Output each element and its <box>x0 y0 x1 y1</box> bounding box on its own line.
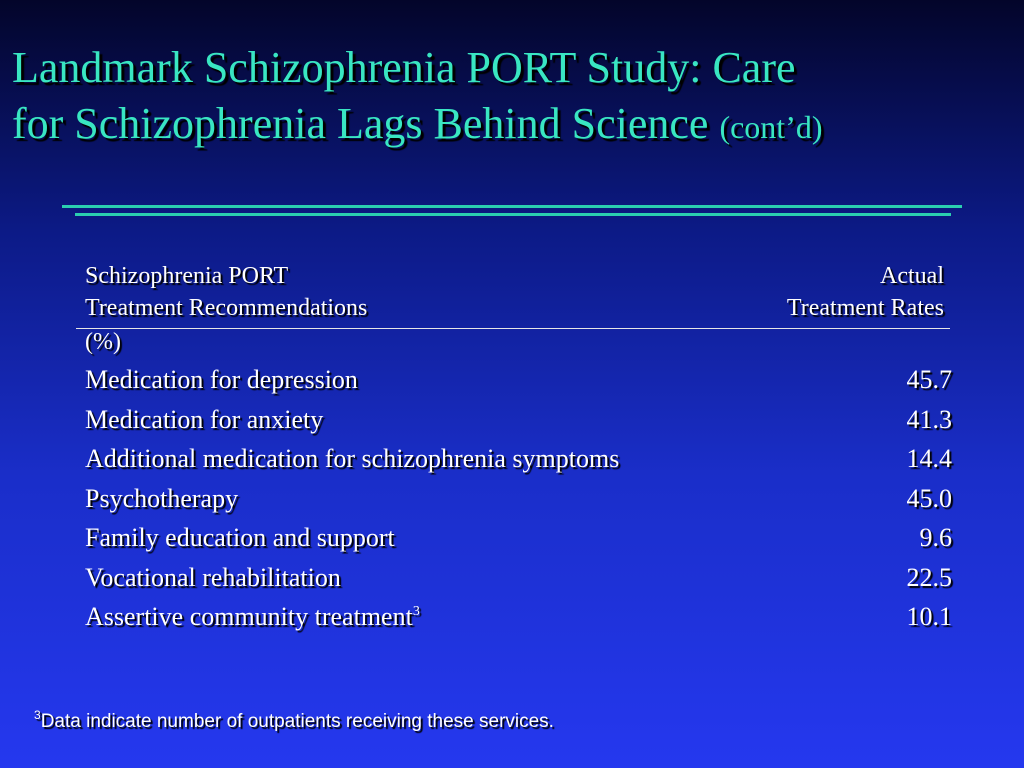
title-line-2: for Schizophrenia Lags Behind Science <box>12 99 709 148</box>
row-value: 45.7 <box>906 365 952 394</box>
row-label: Medication for depression <box>85 365 358 394</box>
port-recommendations-table <box>76 260 952 631</box>
table-row <box>76 518 952 558</box>
row-label: Psychotherapy <box>85 483 239 513</box>
table-row <box>76 360 952 400</box>
table-row <box>76 479 952 519</box>
row-value: 9.6 <box>919 523 952 552</box>
row-value: 10.1 <box>906 602 952 631</box>
row-value: 14.4 <box>906 444 952 473</box>
title-suffix: (cont’d) <box>719 109 823 145</box>
table-row <box>76 597 952 637</box>
title-line-1: Landmark Schizophrenia PORT Study: Care <box>12 43 796 92</box>
footnote <box>34 708 554 736</box>
title-divider-top <box>62 205 962 208</box>
row-label-text: Assertive community treatment <box>85 602 413 631</box>
table-body <box>76 360 952 637</box>
row-value: 45.0 <box>906 483 952 513</box>
header-left-line-2: Treatment Recommendations <box>85 295 368 321</box>
header-right-line-1: Actual <box>880 263 944 289</box>
title-divider-bottom <box>75 213 951 216</box>
footnote-marker: 3 <box>34 708 41 722</box>
header-left-line-1: Schizophrenia PORT <box>85 263 289 289</box>
slide-title <box>12 40 1012 155</box>
footnote-reference: 3 <box>412 604 420 619</box>
row-label: Family education and support <box>85 523 395 552</box>
row-label <box>85 597 420 636</box>
row-label: Additional medication for schizophrenia symptoms <box>85 444 620 473</box>
row-value: 41.3 <box>906 404 952 434</box>
table-row <box>76 558 952 598</box>
table-row <box>76 400 952 440</box>
header-unit: (%) <box>85 329 121 355</box>
row-value: 22.5 <box>906 562 952 592</box>
header-right-line-2: Treatment Rates <box>786 295 944 321</box>
row-label: Vocational rehabilitation <box>85 562 341 592</box>
table-row <box>76 439 952 479</box>
row-label: Medication for anxiety <box>85 404 324 434</box>
footnote-text: Data indicate number of outpatients receiving these services. <box>40 711 554 732</box>
table-header <box>76 260 950 355</box>
header-actual-rates <box>787 260 944 324</box>
header-recommendations <box>85 260 367 324</box>
